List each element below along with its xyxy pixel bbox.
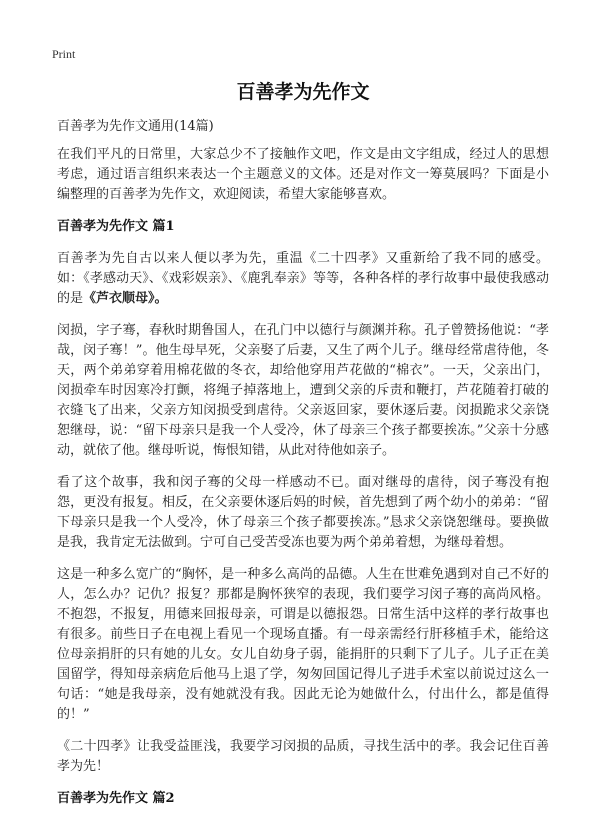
page-title: 百善孝为先作文 [236, 81, 370, 103]
section-1-paragraph-4: 这是一种多么宽广的“胸怀，是一种多么高尚的品德。人生在世难免遇到对自己不好的人，怎么办？记仇？报复？那都是胸怀狭窄的表现，我们要学习闵子骞的高尚风格。不抱怨，不报复，用德来回报母亲，可谓是以德报怨。日常生活中这样的孝行故事也有很多。前些日子在电视上看见一个现场直播。有一母亲需经行肝移植手术，能给这位母亲捐肝的只有她的儿女。女儿自幼身子弱，能捐肝的只剩下了儿子。儿子正在美国留学，得知母亲病危后他马上退了学，匆匆回国记得儿子进手术室以前说过这么一句话：“她是我母亲，没有她就没有我。因此无论为她做什么，付出什么，都是值得的！” [57, 567, 549, 722]
section-1-paragraph-5: 《二十四孝》让我受益匪浅，我要学习闵损的品质，寻找生活中的孝。我会记住百善孝为先！ [57, 739, 549, 774]
intro-paragraph: 在我们平凡的日常里，大家总少不了接触作文吧，作文是由文字组成，经过人的思想考虑，通过语言组织来表达一个主题意义的文体。还是对作文一筹莫展吗？下面是小编整理的百善孝为先作文，欢迎阅读，希望大家能够喜欢。 [57, 147, 549, 202]
article [57, 78, 549, 821]
section-1-paragraph-3: 看了这个故事，我和闵子骞的父母一样感动不已。面对继母的虐待，闵子骞没有抱怨，更没有报复。相反，在父亲要休逐后妈的时候，首先想到了两个幼小的弟弟：“留下母亲只是我一个人受冷，休了母亲三个孩子都要挨冻。”恳求父亲饶恕继母。要换做是我，我肯定无法做到。宁可自己受苦受冻也要为两个弟弟着想，为继母着想。 [57, 475, 549, 550]
section-1-heading: 百善孝为先作文 篇1 [57, 219, 175, 234]
print-link[interactable]: Print [52, 47, 76, 61]
section-2-heading: 百善孝为先作文 篇2 [57, 791, 175, 806]
subtitle: 百善孝为先作文通用(14篇) [57, 119, 214, 134]
section-1-paragraph-2: 闵损，字子骞，春秋时期鲁国人，在孔门中以德行与颜渊并称。孔子曾赞扬他说：“孝哉，闵子骞！”。他生母早死，父亲娶了后妻，又生了两个儿子。继母经常虐待他，冬天，两个弟弟穿着用棉花做的冬衣，却给他穿用芦花做的“棉衣”。一天，父亲出门，闵损牵车时因寒冷打颤，将绳子掉落地上，遭到父亲的斥责和鞭打，芦花随着打破的衣缝飞了出来，父亲方知闵损受到虐待。父亲返回家，要休逐后妻。闵损跪求父亲饶恕继母，说：“留下母亲只是我一个人受冷，休了母亲三个孩子都要挨冻。”父亲十分感动，就依了他。继母听说，悔恨知错，从此对待他如亲子。 [57, 323, 549, 458]
section-1-paragraph-1-text: 百善孝为先自古以来人便以孝为先，重温《二十四孝》又重新给了我不同的感受。如：《孝感动天》、《戏彩娱亲》、《鹿乳奉亲》等等，各种各样的孝行故事中最使我感动的是 [57, 251, 549, 306]
section-1-paragraph-1 [57, 249, 549, 309]
section-1-paragraph-1-emphasis: 《芦衣顺母》。 [83, 291, 168, 306]
